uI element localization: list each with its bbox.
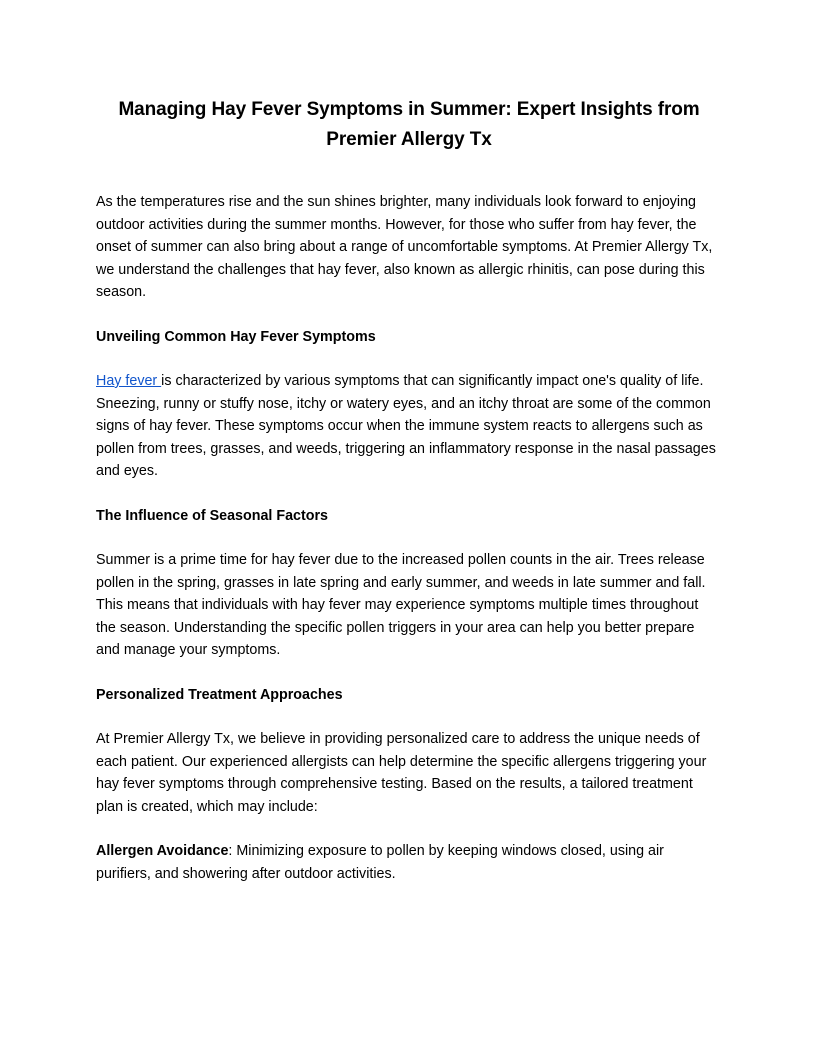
section-heading-symptoms: Unveiling Common Hay Fever Symptoms (96, 328, 376, 345)
allergen-avoidance-item (96, 840, 722, 885)
allergen-avoidance-label: Allergen Avoidance (96, 843, 229, 859)
symptoms-paragraph (96, 370, 722, 483)
treatment-paragraph: At Premier Allergy Tx, we believe in providing personalized care to address the unique needs of each patient. Our experienced allergists can help determine the specific allergens triggering your hay fever symptoms through comprehensive testing. Based on the results, a tailored treatment plan is created, which may include: (96, 731, 707, 815)
symptoms-body: is characterized by various symptoms that can significantly impact one's quality of life. Sneezing, runny or stuffy nose, itchy or watery eyes, and an itchy throat are some of the common signs of hay fever. These symptoms occur when the immune system reacts to allergens such as pollen from trees, grasses, and weeds, triggering an inflammatory response in the nasal passages and eyes. (96, 373, 716, 479)
hay-fever-link[interactable]: Hay fever (96, 373, 162, 389)
document-title: Managing Hay Fever Symptoms in Summer: Expert Insights from Premier Allergy Tx (118, 99, 700, 150)
allergen-avoidance-text: : Minimizing exposure to pollen by keeping windows closed, using air purifiers, and showering after outdoor activities. (96, 843, 664, 882)
section-heading-treatment: Personalized Treatment Approaches (96, 686, 343, 703)
section-heading-seasonal: The Influence of Seasonal Factors (96, 507, 328, 524)
intro-paragraph: As the temperatures rise and the sun shines brighter, many individuals look forward to enjoying outdoor activities during the summer months. However, for those who suffer from hay fever, the onset of summer can also bring about a range of uncomfortable symptoms. At Premier Allergy Tx, we understand the challenges that hay fever, also known as allergic rhinitis, can pose during this season. (96, 194, 713, 300)
seasonal-paragraph: Summer is a prime time for hay fever due to the increased pollen counts in the air. Trees release pollen in the spring, grasses in late spring and early summer, and weeds in late summer and fall. This means that individuals with hay fever may experience symptoms multiple times throughout the season. Understanding the specific pollen triggers in your area can help you better prepare and manage your symptoms. (96, 552, 706, 658)
document-page (96, 95, 722, 885)
